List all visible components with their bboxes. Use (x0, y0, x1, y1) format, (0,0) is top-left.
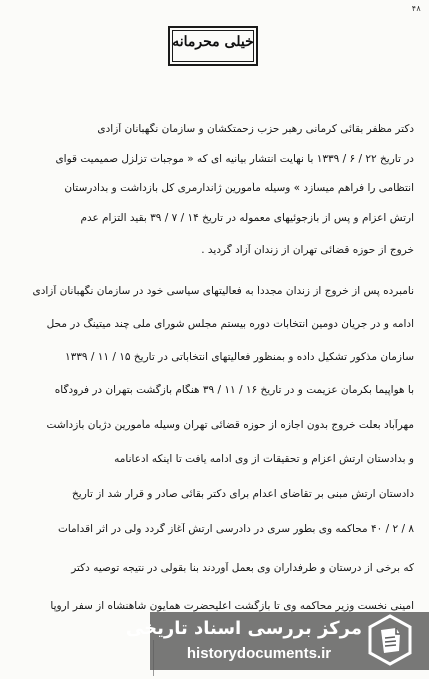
body-line: و بدادستان ارتش اعزام و تحقیقات از وی ادامه یافت تا اینکه ادعانامه (114, 453, 414, 465)
body-line: مهرآباد بعلت خروج بدون اجازه از حوزه قضائی تهران وسیله مأمورین دژبان بازداشت (46, 419, 414, 431)
body-line: انتظامی را فراهم میسازد » وسیله مأمورین ژاندارمری کل بازداشت و بدادرستان (64, 182, 414, 194)
page-number: ۴۸ (411, 4, 421, 13)
body-line: در تاریخ ۲۲ / ۶ / ۱۳۳۹ با نهایت انتشار بیانیه ای که « موجبات تزلزل صمیمیت قوای (55, 153, 414, 165)
body-line: خروج از حوزه قضائی تهران از زندان آزاد گردید . (201, 244, 414, 256)
body-line: که برخی از درستان و طرفداران وی بعمل آوردند بنا بقولی در نتیجه توصیه دکتر (71, 562, 414, 574)
body-line: ادامه و در جریان دومین انتخابات دوره بیستم مجلس شورای ملی چند میتینگ در محل (46, 318, 414, 330)
body-line: نامبرده پس از خروج از زندان مجدداً به فعالیتهای سیاسی خود در سازمان نگهبانان آزادی (32, 285, 414, 297)
body-line: دکتر مظفر بقائی کرمانی رهبر حزب زحمتکشان و سازمان نگهبانان آزادی (97, 123, 414, 135)
body-line: ارتش اعزام و پس از بازجوئیهای معموله در تاریخ ۱۴ / ۷ / ۳۹ بقید التزام عدم (80, 212, 414, 224)
document-emblem-icon (366, 614, 414, 666)
body-line: با هواپیما بکرمان عزیمت و در تاریخ ۱۶ / ۱۱ / ۳۹ هنگام بازگشت بتهران در فرودگاه (54, 384, 414, 396)
body-line: سازمان مذکور تشکیل داده و بمنظور فعالیتهای انتخاباتی در تاریخ ۱۵ / ۱۱ / ۱۳۳۹ (65, 351, 414, 363)
archive-url[interactable]: historydocuments.ir (186, 645, 332, 662)
body-line: ۸ / ۲ / ۴۰ محاکمه وی بطور سری در دادرسی ارتش آغاز گردد ولی در اثر اقدامات (57, 523, 414, 535)
body-line: دادستان ارتش مبنی بر تقاضای اعدام برای دکتر بقائی صادر و قرار شد از تاریخ (72, 488, 414, 500)
archive-name: مرکز بررسی اسناد تاریخی (125, 618, 362, 639)
body-line: امینی نخست وزیر محاکمه وی تا بازگشت اعلیحضرت همایون شاهنشاه از سفر اروپا (50, 600, 414, 612)
document-title: خیلی محرمانه (172, 34, 254, 50)
